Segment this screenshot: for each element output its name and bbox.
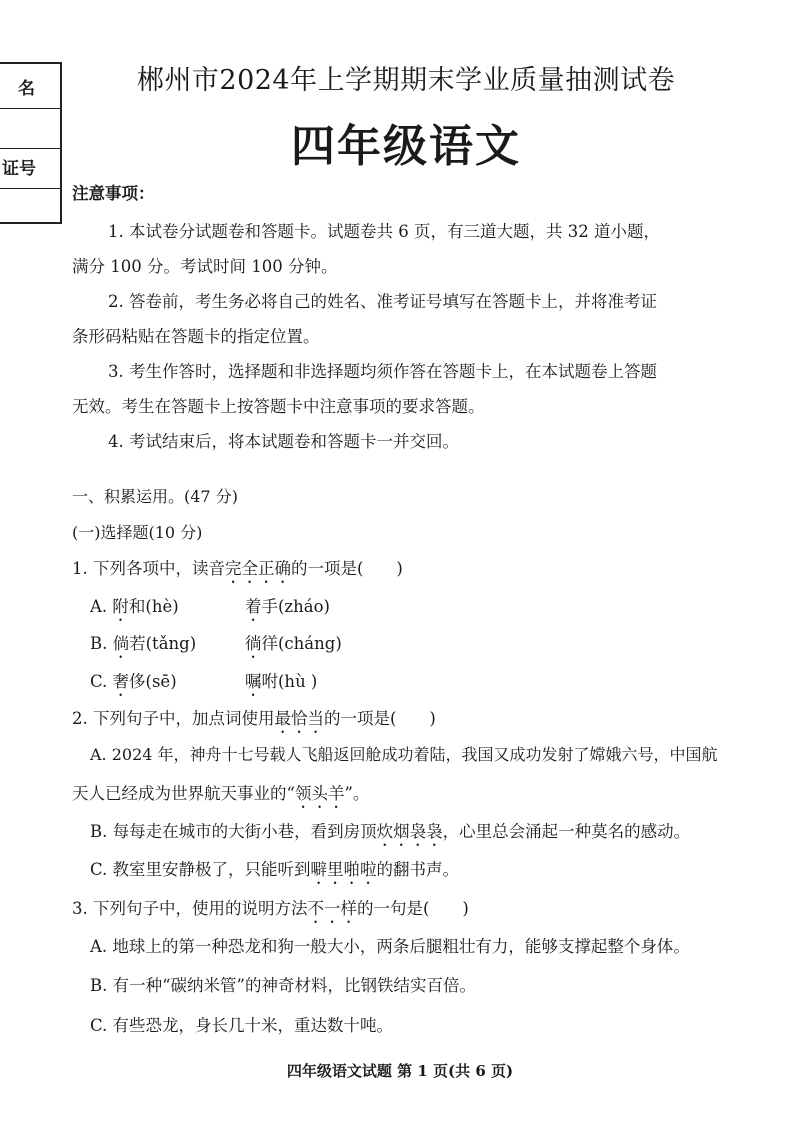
q3-stem-post: 的一句是( ) <box>357 899 469 918</box>
q1-a1-rest: 和(hè) <box>128 597 179 616</box>
question-1-stem <box>72 555 403 587</box>
q2-option-c <box>90 856 459 888</box>
q2-option-a-line-2 <box>72 780 369 812</box>
exam-subtitle: 郴州市2024年上学期期末学业质量抽测试卷 <box>136 65 676 96</box>
info-box-divider <box>0 188 60 189</box>
name-label: 名 <box>18 79 35 99</box>
question-2-stem <box>72 705 436 737</box>
q1-a-label: A. <box>90 597 113 616</box>
q2-b-post: ，心里总会涌起一种莫名的感动。 <box>442 822 691 841</box>
q1-option-a-2 <box>245 593 330 625</box>
note-1-line-2: 满分 100 分。考试时间 100 分钟。 <box>72 257 338 276</box>
info-box-divider <box>0 148 60 149</box>
q3-stem-pre: 3. 下列句子中，使用的说明方法 <box>72 899 308 918</box>
q1-b1-char: 倘 <box>112 634 130 653</box>
q1-c1-char: 奢 <box>112 672 130 691</box>
note-1-line-1: 1. 本试卷分试题卷和答题卡。试题卷共 6 页，有三道大题，共 32 道小题， <box>108 222 660 241</box>
q2-stem-emphasis: 最恰当 <box>274 709 324 728</box>
student-info-box <box>0 62 62 224</box>
q1-option-a-1 <box>90 593 179 625</box>
q2-a-post: ”。 <box>344 784 370 803</box>
q3-stem-emphasis: 不一样 <box>307 899 357 918</box>
section-1-sub-heading: (一)选择题(10 分) <box>72 523 203 542</box>
q1-stem-pre: 1. 下列各项中，读音 <box>72 559 225 578</box>
exam-title: 四年级语文 <box>291 121 521 172</box>
q2-a-emphasis: 领头羊 <box>294 784 345 803</box>
q1-c2-char: 嘱 <box>245 672 262 691</box>
q1-stem-emphasis: 完全正确 <box>225 559 291 578</box>
notes-heading: 注意事项： <box>72 184 155 203</box>
note-3-line-2: 无效。考生在答题卡上按答题卡中注意事项的要求答题。 <box>72 397 485 416</box>
q1-b-label: B. <box>90 634 113 653</box>
q3-option-b: B. 有一种“碳纳米管”的神奇材料，比钢铁结实百倍。 <box>90 976 476 995</box>
note-3-line-1: 3. 考生作答时，选择题和非选择题均须作答在答题卡上，在本试题卷上答题 <box>108 362 657 381</box>
q2-option-b <box>90 818 690 850</box>
q1-option-b-1 <box>90 630 196 662</box>
q2-c-post: 的翻书声。 <box>376 860 460 879</box>
q2-option-a-line-1: A. 2024 年，神舟十七号载人飞船返回舱成功着陆，我国又成功发射了嫦娥六号，中国航 <box>90 745 718 764</box>
q1-c2-rest: 咐(hù ) <box>261 672 318 691</box>
info-box-divider <box>0 108 60 109</box>
q1-b1-rest: 若(tǎng) <box>129 634 197 653</box>
q1-b2-rest: 徉(cháng) <box>261 634 342 653</box>
section-1-heading: 一、积累运用。(47 分) <box>72 487 238 506</box>
q1-option-c-1 <box>90 668 177 700</box>
q3-option-a: A. 地球上的第一种恐龙和狗一般大小，两条后腿粗壮有力，能够支撑起整个身体。 <box>90 937 690 956</box>
q1-option-c-2 <box>245 668 317 700</box>
q2-c-pre: C. 教室里安静极了，只能听到 <box>90 860 311 879</box>
q2-b-emphasis: 炊烟袅袅 <box>376 822 443 841</box>
q2-stem-post: 的一项是( ) <box>324 709 436 728</box>
page-footer: 四年级语文试题 第 1 页(共 6 页) <box>286 1062 514 1080</box>
exam-id-label: 证号 <box>2 159 36 179</box>
q1-c1-rest: 侈(sē) <box>129 672 177 691</box>
note-2-line-2: 条形码粘贴在答题卡的指定位置。 <box>72 327 320 346</box>
note-4: 4. 考试结束后，将本试题卷和答题卡一并交回。 <box>108 432 459 451</box>
q1-a1-char: 附 <box>112 597 129 616</box>
note-2-line-1: 2. 答卷前，考生务必将自己的姓名、准考证号填写在答题卡上，并将准考证 <box>108 292 657 311</box>
q2-c-emphasis: 噼里啪啦 <box>310 860 377 879</box>
q1-b2-char: 徜 <box>245 634 262 653</box>
q3-option-c: C. 有些恐龙，身长几十米，重达数十吨。 <box>90 1016 394 1035</box>
q2-b-pre: B. 每每走在城市的大街小巷，看到房顶 <box>90 822 377 841</box>
q1-c-label: C. <box>90 672 113 691</box>
q1-stem-post: 的一项是( ) <box>291 559 403 578</box>
question-3-stem <box>72 895 469 927</box>
q2-a-pre: 天人已经成为世界航天事业的“ <box>72 784 295 803</box>
q1-a2-char: 着 <box>245 597 262 616</box>
q1-a2-rest: 手(zháo) <box>261 597 330 616</box>
q1-option-b-2 <box>245 630 342 662</box>
q2-stem-pre: 2. 下列句子中，加点词使用 <box>72 709 275 728</box>
